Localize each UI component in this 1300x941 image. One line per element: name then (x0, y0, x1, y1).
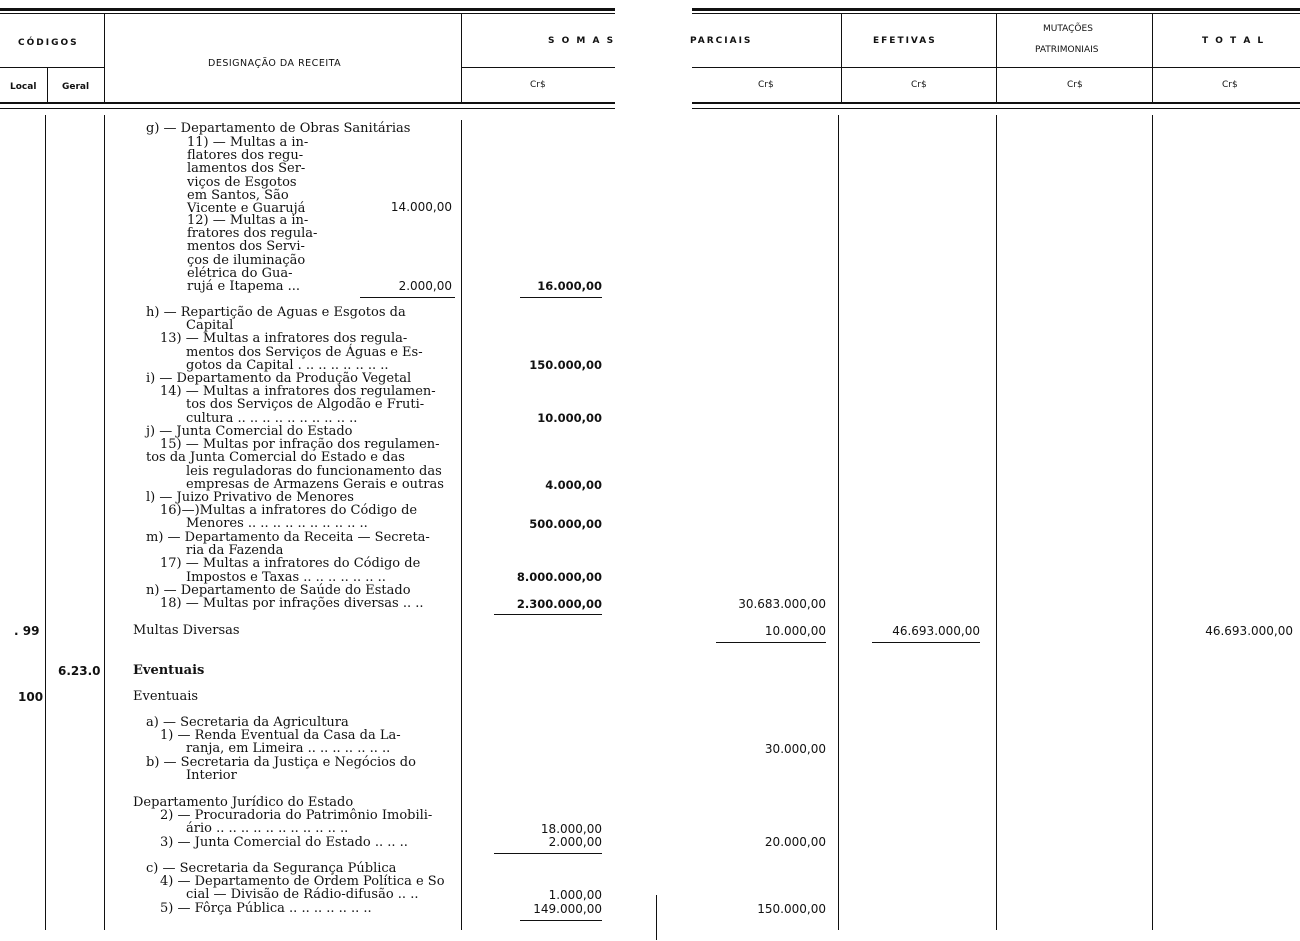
block-j: j) — Junta Comercial do Estado 15) — Multas por infração dos regulamen- tos da Junta Comercial do Estado e das leis reguladoras do funcionamento das empresas de Armazens Gerais e outras (146, 424, 444, 492)
block-h-soma: 150.000,00 (529, 358, 602, 372)
block-g-title: g) — Departamento de Obras Sanitárias (146, 121, 411, 136)
header-somas: S O M A S (548, 36, 616, 46)
top-rule-left (0, 8, 615, 11)
block-g-item11-value: 14.000,00 (390, 200, 452, 214)
block-i-soma: 10.000,00 (537, 411, 602, 425)
block-c-soma4: 1.000,00 (548, 888, 602, 902)
eventuais-head-label: Eventuais (133, 663, 205, 678)
block-dj: Departamento Jurídico do Estado 2) — Procuradoria do Patrimônio Imobili- ário .. .. .. .. .. .. .. .. .. .. .. 3) — Junta Comercial do Estado .. .. .. (133, 795, 433, 850)
block-c: c) — Secretaria da Segurança Pública 4) — Departamento de Ordem Política e So cial — Divisão de Rádio-difusão .. .. 5) — Fôrça Pública .. .. .. .. .. .. .. (146, 861, 445, 916)
block-a: a) — Secretaria da Agricultura 1) — Renda Eventual da Casa da La- ranja, em Limeira .. .. .. .. .. .. .. b) — Secretaria da Justiça e Negócios do Interior (146, 715, 416, 783)
block-i: i) — Departamento da Produção Vegetal 14) — Multas a infratores dos regulamen- tos dos Serviços de Algodão e Fruti- cultura .. .. .. .. .. .. .. .. .. .. (146, 371, 436, 426)
row-99-efetiva: 46.693.000,00 (892, 624, 980, 638)
top-rule-left-thin (0, 13, 615, 14)
block-dj-parcial: 20.000,00 (764, 835, 826, 849)
block-g-item11: 11) — Multas a in- flatores dos regu- lamentos dos Ser- viços de Esgotos em Santos, São Vicente e Guarujá (187, 135, 309, 217)
header-currency-mutacoes: Cr$ (1067, 80, 1083, 90)
header-mutacoes-1: MUTAÇÕES (1043, 24, 1093, 34)
block-n: n) — Departamento de Saúde do Estado 18) — Multas por infrações diversas .. .. (146, 583, 424, 612)
row-99-parcial: 10.000,00 (764, 624, 826, 638)
block-dj-soma3: 2.000,00 (548, 835, 602, 849)
row-100-label: Eventuais (133, 689, 199, 704)
row-100-code: 100 (18, 690, 44, 704)
block-l: l) — Juizo Privativo de Menores 16)—)Multas a infratores do Código de Menores .. .. .. .. .. .. .. .. .. .. (146, 490, 418, 532)
block-g-item12: 12) — Multas a in- fratores dos regula- mentos dos Servi- ços de iluminação elétrica do Gua- rujá e Itapema ... (187, 213, 318, 295)
block-m: m) — Departamento da Receita — Secreta- ria da Fazenda 17) — Multas a infratores do Código de Impostos e Taxas .. .. .. .. .. .. .. (146, 530, 430, 585)
header-codigos: CÓDIGOS (18, 38, 79, 48)
header-parciais: PARCIAIS (690, 36, 753, 46)
block-c-parcial: 150.000,00 (757, 902, 826, 916)
header-mutacoes-2: PATRIMONIAIS (1035, 45, 1099, 55)
block-j-soma: 4.000,00 (545, 478, 602, 492)
block-dj-soma2: 18.000,00 (540, 822, 602, 836)
header-total: T O T A L (1202, 36, 1266, 46)
row-99-total: 46.693.000,00 (1205, 624, 1293, 638)
block-l-soma: 500.000,00 (529, 517, 602, 531)
header-designacao: DESIGNAÇÃO DA RECEITA (208, 58, 342, 69)
block-g-item12-value: 2.000,00 (398, 279, 452, 293)
block-n-parcial: 30.683.000,00 (738, 597, 826, 611)
top-rule-right (692, 8, 1300, 11)
header-efetivas: EFETIVAS (873, 36, 937, 46)
row-99-label: Multas Diversas (133, 623, 240, 638)
header-geral: Geral (62, 82, 90, 92)
header-local: Local (10, 82, 37, 92)
block-a-parcial: 30.000,00 (764, 742, 826, 756)
header-currency-somas: Cr$ (530, 80, 546, 90)
header-currency-efetivas: Cr$ (911, 80, 927, 90)
row-99-code: . 99 (14, 624, 40, 638)
block-h: h) — Repartição de Aguas e Esgotos da Capital 13) — Multas a infratores dos regula- mentos dos Serviços de Águas e Es- gotos da Capital . .. .. .. .. .. .. .. (146, 305, 423, 373)
eventuais-geral-code: 6.23.0 (58, 664, 101, 678)
block-c-soma5: 149.000,00 (533, 902, 602, 916)
header-currency-parciais: Cr$ (758, 80, 774, 90)
header-currency-total: Cr$ (1222, 80, 1238, 90)
header-bottom-rule-left (0, 102, 615, 104)
block-m-soma: 8.000.000,00 (516, 570, 602, 584)
block-g-soma: 16.000,00 (537, 279, 602, 293)
block-n-soma: 2.300.000,00 (516, 597, 602, 611)
